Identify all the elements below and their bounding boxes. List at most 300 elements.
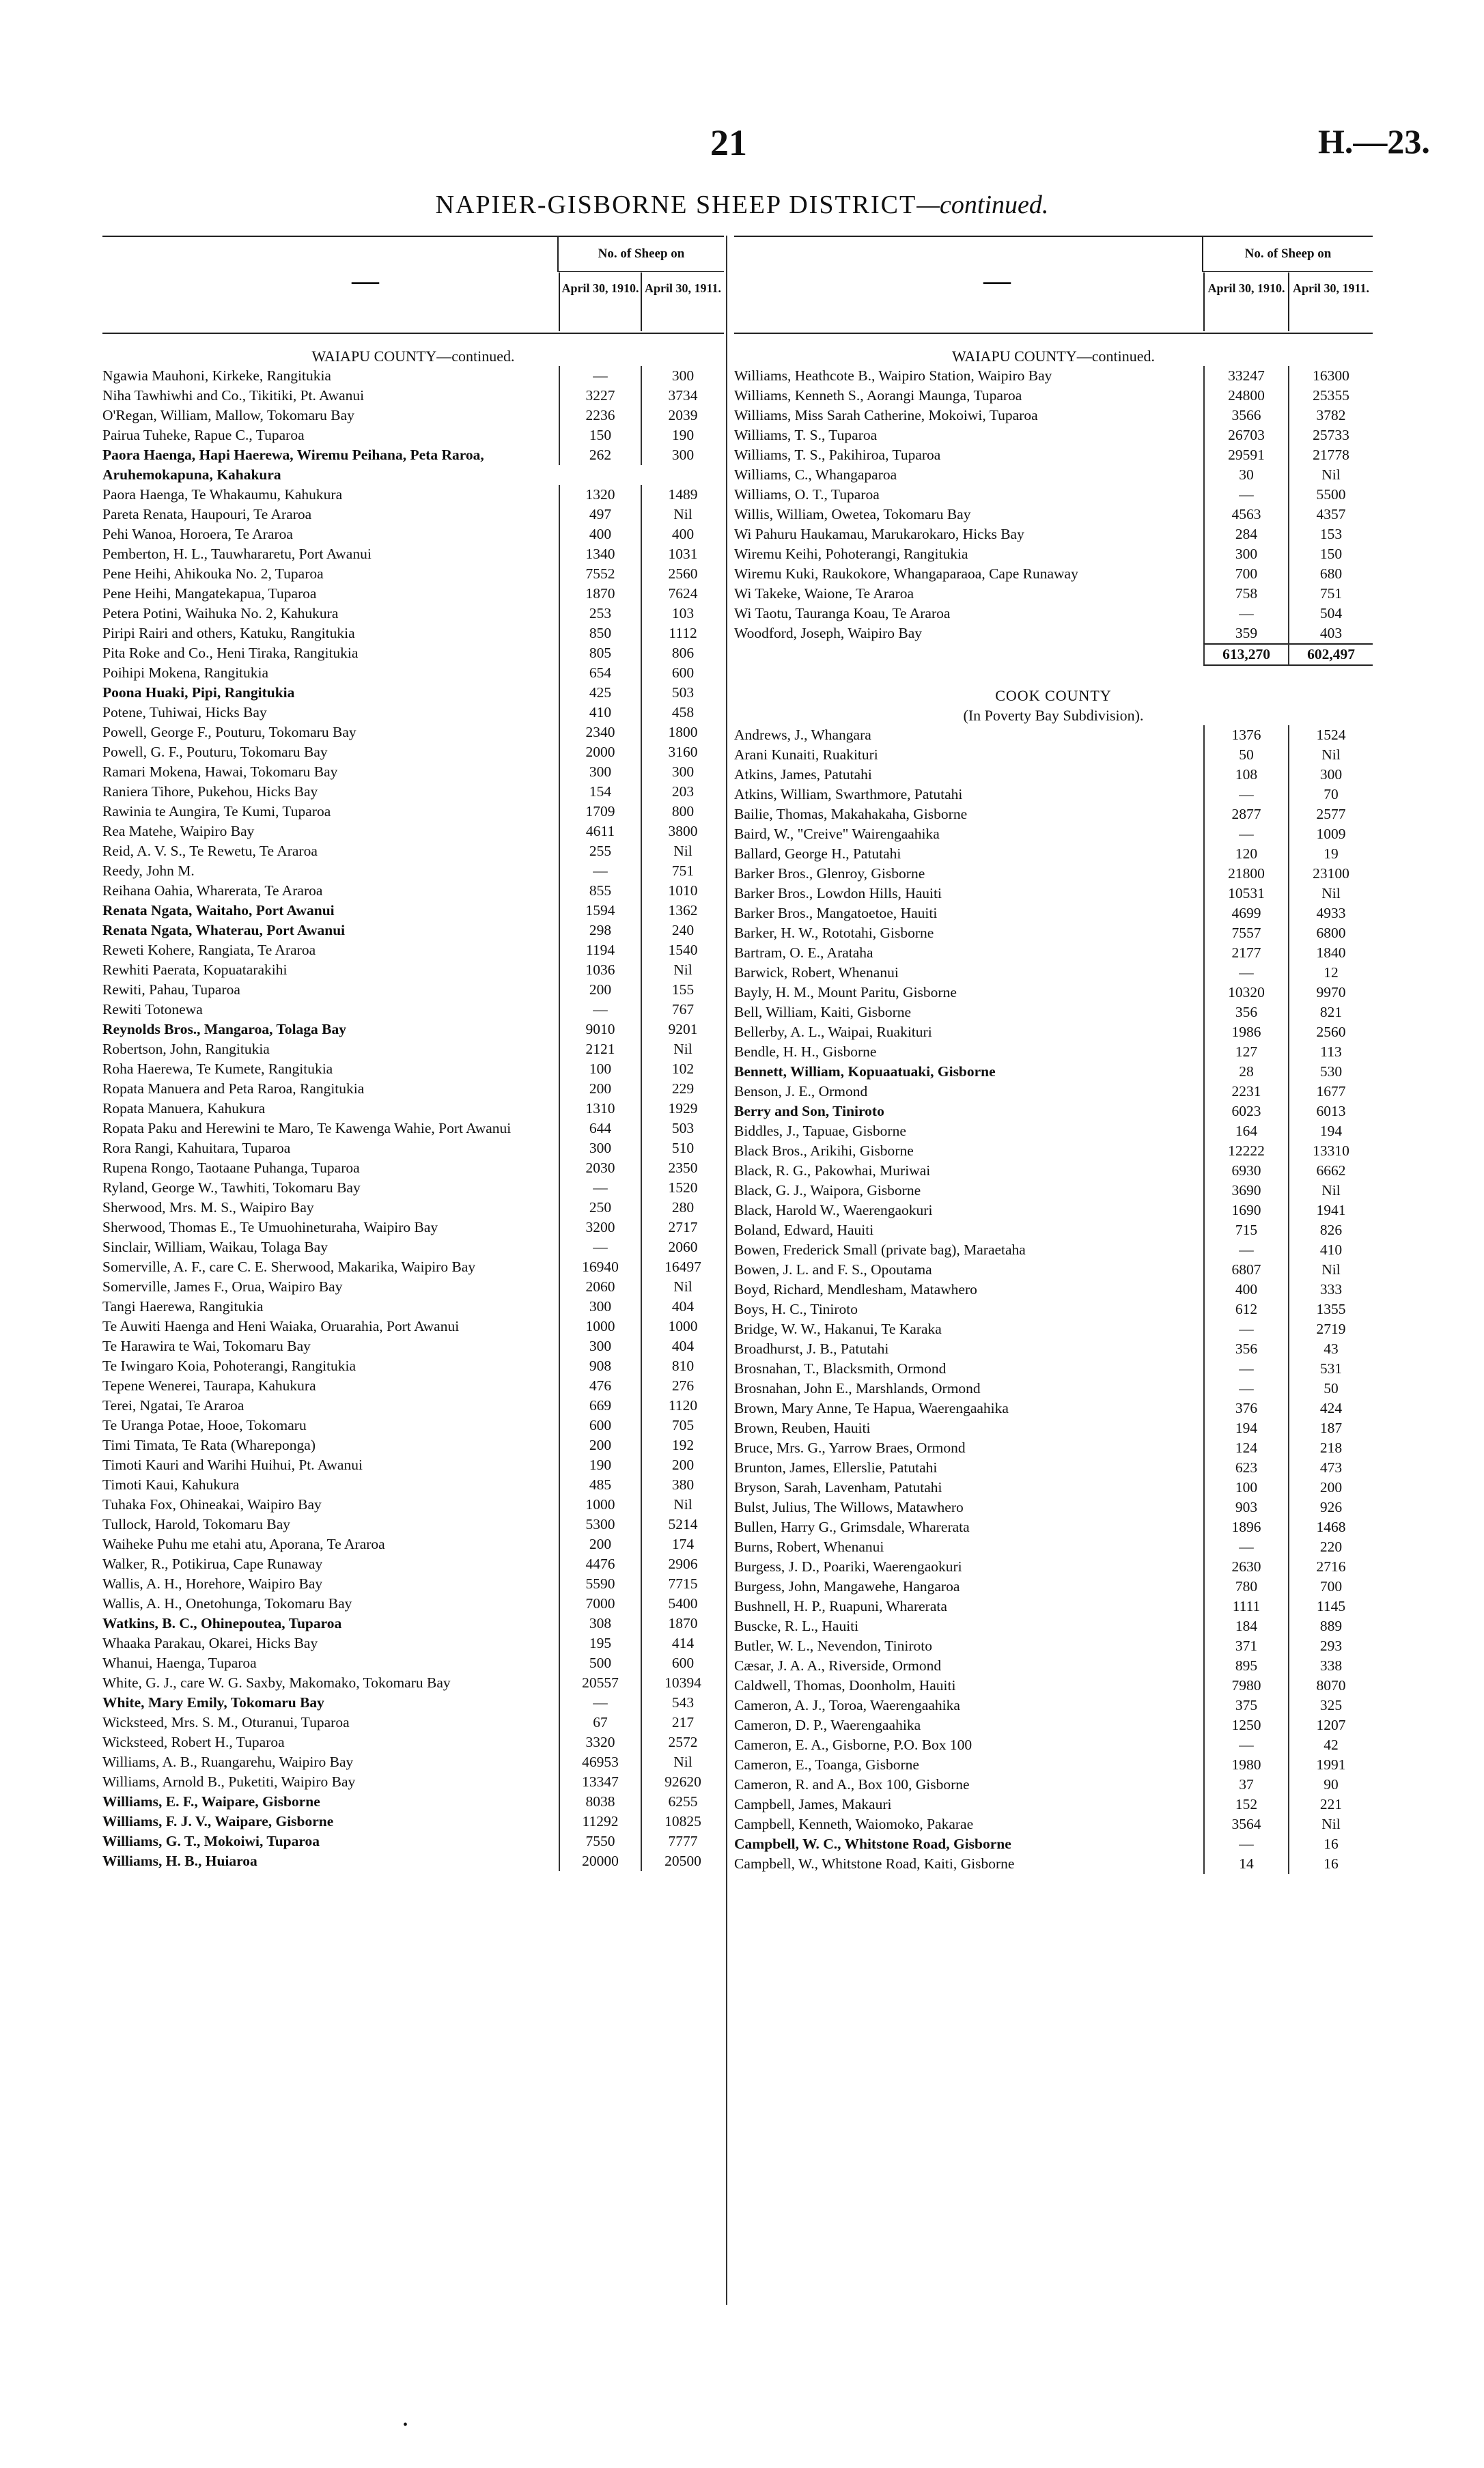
sheep-1911: 1031 (641, 544, 724, 564)
sheep-1911: 404 (641, 1336, 724, 1356)
left-column-table (102, 236, 724, 1871)
sheep-1911: 21778 (1288, 445, 1373, 465)
sheep-1910: 300 (559, 1297, 641, 1317)
sheep-1910: 33247 (1203, 366, 1288, 386)
sheep-1911: 751 (641, 861, 724, 881)
owner-name: Andrews, J., Whangara (734, 727, 871, 743)
owner-name: Black, Harold W., Waerengaokuri (734, 1202, 933, 1218)
sheep-1910: 127 (1203, 1042, 1288, 1062)
sheep-1910: 253 (559, 604, 641, 623)
table-row (734, 844, 1373, 864)
owner-name: Campbell, W. C., Whitstone Road, Gisborne (734, 1836, 1011, 1852)
sheep-1911: 680 (1288, 564, 1373, 584)
sheep-1910: 300 (1203, 544, 1288, 564)
sheep-1910: 2877 (1203, 804, 1288, 824)
owner-name: Barker, H. W., Rototahi, Gisborne (734, 925, 934, 941)
header-group-label: No. of Sheep on (1202, 237, 1373, 272)
sheep-1910: 21800 (1203, 864, 1288, 884)
sheep-1911: 1468 (1288, 1517, 1373, 1537)
sheep-1910: — (559, 1178, 641, 1198)
owner-name: Pita Roke and Co., Heni Tiraka, Rangitukia (102, 645, 359, 661)
table-row (734, 1220, 1373, 1240)
table-row (734, 824, 1373, 844)
table-row (102, 485, 724, 505)
sheep-1911: 504 (1288, 604, 1373, 623)
sheep-1911: 325 (1288, 1696, 1373, 1715)
table-row (734, 584, 1373, 604)
sheep-1910: — (1203, 1240, 1288, 1260)
owner-name: Pemberton, H. L., Tauwhararetu, Port Awanui (102, 546, 372, 562)
owner-name: Williams, E. F., Waipare, Gisborne (102, 1793, 320, 1810)
owner-name: Paora Haenga, Hapi Haerewa, Wiremu Peihana, Peta Raroa, Aruhemokapuna, Kahakura (102, 447, 484, 483)
sheep-1911: 2572 (641, 1733, 724, 1752)
owner-name: Watkins, B. C., Ohinepoutea, Tuparoa (102, 1615, 342, 1631)
owner-name: Bulst, Julius, The Willows, Matawhero (734, 1499, 964, 1515)
owner-name: Tullock, Harold, Tokomaru Bay (102, 1516, 290, 1532)
owner-name: Ropata Manuera, Kahukura (102, 1100, 266, 1117)
owner-name: Ballard, George H., Patutahi (734, 845, 901, 862)
table-row (102, 505, 724, 524)
owner-name: Bennett, William, Kopuaatuaki, Gisborne (734, 1063, 996, 1080)
sheep-1911: 7715 (641, 1574, 724, 1594)
sheep-1910: 200 (559, 1534, 641, 1554)
table-row (102, 742, 724, 762)
table-row (102, 1812, 724, 1832)
owner-name: Poihipi Mokena, Rangitukia (102, 664, 269, 681)
owner-name: Sherwood, Thomas E., Te Umuohineturaha, Waipiro Bay (102, 1219, 438, 1235)
owner-name: Reedy, John M. (102, 863, 195, 879)
sheep-1911: 1489 (641, 485, 724, 505)
sheep-1911: 153 (1288, 524, 1373, 544)
table-row (102, 703, 724, 723)
sheep-1910: 908 (559, 1356, 641, 1376)
owner-name: Wallis, A. H., Horehore, Waipiro Bay (102, 1575, 323, 1592)
header-dash: — (352, 265, 379, 296)
sheep-1910: 1250 (1203, 1715, 1288, 1735)
table-row (734, 604, 1373, 623)
owner-name: Black, R. G., Pakowhai, Muriwai (734, 1162, 931, 1179)
owner-name: Broadhurst, J. B., Patutahi (734, 1341, 889, 1357)
sheep-1910: — (1203, 1359, 1288, 1379)
sheep-1911: 220 (1288, 1537, 1373, 1557)
owner-name: Timoti Kauri and Warihi Huihui, Pt. Awanui (102, 1457, 363, 1473)
sheep-1911: 293 (1288, 1636, 1373, 1656)
sheep-1910: 903 (1203, 1498, 1288, 1517)
sheep-1910: 1870 (559, 584, 641, 604)
owner-name: Bendle, H. H., Gisborne (734, 1043, 877, 1060)
table-row (102, 584, 724, 604)
table-row (734, 1795, 1373, 1814)
table-row (102, 1376, 724, 1396)
sheep-1910: — (1203, 824, 1288, 844)
owner-name: Brown, Reuben, Hauiti (734, 1420, 871, 1436)
sheep-1910: 184 (1203, 1616, 1288, 1636)
sheep-1910: 200 (559, 1079, 641, 1099)
sheep-1910: 3564 (1203, 1814, 1288, 1834)
sheep-1911: 1120 (641, 1396, 724, 1416)
sheep-1911: 240 (641, 921, 724, 940)
owner-name: Black Bros., Arikihi, Gisborne (734, 1142, 914, 1159)
owner-name: Bushnell, H. P., Ruapuni, Wharerata (734, 1598, 947, 1614)
sheep-1910: 1000 (559, 1495, 641, 1515)
table-row (734, 425, 1373, 445)
table-row (102, 1713, 724, 1733)
table-row (102, 1059, 724, 1079)
sheep-1910: 108 (1203, 765, 1288, 785)
owner-name: Bruce, Mrs. G., Yarrow Braes, Ormond (734, 1440, 966, 1456)
owner-name: Campbell, James, Makauri (734, 1796, 892, 1812)
sheep-1910: — (1203, 1537, 1288, 1557)
sheep-1910: 895 (1203, 1656, 1288, 1676)
sheep-1910: 6023 (1203, 1102, 1288, 1121)
table-row (734, 1359, 1373, 1379)
sheep-1911: Nil (641, 1277, 724, 1297)
sheep-1910: 7557 (1203, 923, 1288, 943)
header-col-1911: April 30, 1911. (1288, 272, 1373, 331)
header-group-label: No. of Sheep on (557, 237, 724, 272)
sheep-1911: 1362 (641, 901, 724, 921)
owner-name: Walker, R., Potikirua, Cape Runaway (102, 1556, 323, 1572)
table-row (102, 1832, 724, 1851)
sheep-1911: 510 (641, 1138, 724, 1158)
owner-name: Barker Bros., Glenroy, Gisborne (734, 865, 925, 882)
table-row (734, 725, 1373, 745)
table-row (734, 366, 1373, 386)
sheep-1911: 16497 (641, 1257, 724, 1277)
sheep-1910: 300 (559, 1336, 641, 1356)
sheep-1911: 103 (641, 604, 724, 623)
sheep-1910: 29591 (1203, 445, 1288, 465)
sheep-1911: 8070 (1288, 1676, 1373, 1696)
owner-name: Reihana Oahia, Wharerata, Te Araroa (102, 882, 323, 899)
owner-name: White, Mary Emily, Tokomaru Bay (102, 1694, 324, 1711)
table-row (734, 1161, 1373, 1181)
page-number: 21 (710, 122, 747, 163)
owner-name: Sinclair, William, Waikau, Tolaga Bay (102, 1239, 328, 1255)
total-1910: 613,270 (1203, 643, 1288, 666)
table-row (102, 1554, 724, 1574)
owner-name: Reweti Kohere, Rangiata, Te Araroa (102, 942, 316, 958)
cook-county-subheading: (In Poverty Bay Subdivision). (963, 707, 1144, 724)
table-row (102, 1772, 724, 1792)
sheep-1910: 1980 (1203, 1755, 1288, 1775)
table-row (734, 406, 1373, 425)
table-row (734, 884, 1373, 903)
sheep-1910: 1310 (559, 1099, 641, 1119)
owner-name: Arani Kunaiti, Ruakituri (734, 746, 878, 763)
owner-name: Woodford, Joseph, Waipiro Bay (734, 625, 923, 641)
owner-name: Williams, H. B., Huiaroa (102, 1853, 257, 1869)
owner-name: Wicksteed, Robert H., Tuparoa (102, 1734, 285, 1750)
sheep-1911: 403 (1288, 623, 1373, 643)
table-row (734, 963, 1373, 983)
sheep-1911: 2350 (641, 1158, 724, 1178)
right-rows (734, 346, 1373, 1874)
owner-name: Boyd, Richard, Mendlesham, Matawhero (734, 1281, 977, 1298)
sheep-1911: 473 (1288, 1458, 1373, 1478)
sheep-1911: 414 (641, 1633, 724, 1653)
owner-name: Cameron, R. and A., Box 100, Gisborne (734, 1776, 970, 1793)
owner-name: Pareta Renata, Haupouri, Te Araroa (102, 506, 312, 522)
sheep-1910: — (559, 1237, 641, 1257)
sheep-1910: 2121 (559, 1039, 641, 1059)
table-row (102, 1792, 724, 1812)
header-col-1911: April 30, 1911. (641, 272, 724, 331)
sheep-1910: 7000 (559, 1594, 641, 1614)
sheep-1911: 338 (1288, 1656, 1373, 1676)
table-row (102, 1594, 724, 1614)
owner-name: Brown, Mary Anne, Te Hapua, Waerengaahika (734, 1400, 1009, 1416)
table-row (734, 903, 1373, 923)
sheep-1911: 5500 (1288, 485, 1373, 505)
sheep-1911: 410 (1288, 1240, 1373, 1260)
sheep-1910: 300 (559, 1138, 641, 1158)
sheep-1911: 380 (641, 1475, 724, 1495)
table-row (102, 960, 724, 980)
sheep-1911: 3782 (1288, 406, 1373, 425)
sheep-1911: 280 (641, 1198, 724, 1218)
sheep-1910: 7980 (1203, 1676, 1288, 1696)
sheep-1910: 250 (559, 1198, 641, 1218)
total-1911: 602,497 (1288, 643, 1373, 666)
waiapu-rows (734, 366, 1373, 643)
sheep-1910: 600 (559, 1416, 641, 1435)
owner-name: Pene Heihi, Mangatekapua, Tuparoa (102, 585, 317, 602)
page-title (0, 190, 1484, 220)
table-row (102, 881, 724, 901)
sheep-1910: 8038 (559, 1792, 641, 1812)
sheep-1911: 1870 (641, 1614, 724, 1633)
sheep-1911: 3800 (641, 822, 724, 841)
sheep-1910: 2060 (559, 1277, 641, 1297)
table-row (102, 386, 724, 406)
table-row (734, 1854, 1373, 1874)
table-row (102, 1277, 724, 1297)
owner-name: Terei, Ngatai, Te Araroa (102, 1397, 244, 1414)
sheep-1910: 476 (559, 1376, 641, 1396)
owner-name: Pehi Wanoa, Horoera, Te Araroa (102, 526, 293, 542)
table-row (734, 1755, 1373, 1775)
table-row (734, 1715, 1373, 1735)
owner-name: Whanui, Haenga, Tuparoa (102, 1655, 257, 1671)
sheep-1910: 376 (1203, 1399, 1288, 1418)
table-row (734, 524, 1373, 544)
sheep-1910: 780 (1203, 1577, 1288, 1597)
sheep-1911: 276 (641, 1376, 724, 1396)
sheep-1910: 715 (1203, 1220, 1288, 1240)
sheep-1910: 262 (559, 445, 641, 465)
owner-name: Williams, Arnold B., Puketiti, Waipiro Bay (102, 1773, 356, 1790)
owner-name: Powell, G. F., Pouturu, Tokomaru Bay (102, 744, 328, 760)
owner-name: Baird, W., "Creive" Wairengaahika (734, 826, 940, 842)
sheep-1911: 543 (641, 1693, 724, 1713)
sheep-1910: 1690 (1203, 1201, 1288, 1220)
sheep-1910: 24800 (1203, 386, 1288, 406)
sheep-1911: 503 (641, 683, 724, 703)
sheep-1910: 425 (559, 683, 641, 703)
table-row (102, 1851, 724, 1871)
sheep-1910: 2000 (559, 742, 641, 762)
sheep-1911: Nil (641, 841, 724, 861)
owner-name: Bellerby, A. L., Waipai, Ruakituri (734, 1024, 932, 1040)
owner-name: Rupena Rongo, Taotaane Puhanga, Tuparoa (102, 1160, 360, 1176)
sheep-1911: 218 (1288, 1438, 1373, 1458)
table-row (734, 1557, 1373, 1577)
header-dash: — (983, 265, 1011, 296)
table-row (734, 1399, 1373, 1418)
sheep-1910: 1986 (1203, 1022, 1288, 1042)
table-row (102, 921, 724, 940)
table-row (734, 943, 1373, 963)
sheep-1910: 1709 (559, 802, 641, 822)
sheep-1910: 356 (1203, 1002, 1288, 1022)
sheep-1910: 14 (1203, 1854, 1288, 1874)
sheep-1911: 3160 (641, 742, 724, 762)
sheep-1911: 300 (641, 445, 724, 465)
owner-name: Sherwood, Mrs. M. S., Waipiro Bay (102, 1199, 314, 1216)
table-row (102, 1317, 724, 1336)
table-row (102, 1257, 724, 1277)
sheep-1911: 2577 (1288, 804, 1373, 824)
sheep-1911: 19 (1288, 844, 1373, 864)
table-row (734, 1260, 1373, 1280)
sheep-1911: 300 (641, 366, 724, 386)
owner-name: Brosnahan, T., Blacksmith, Ormond (734, 1360, 947, 1377)
left-rows (102, 346, 724, 1871)
owner-name: Williams, Heathcote B., Waipiro Station, Waipiro Bay (734, 367, 1052, 384)
sheep-1911: 150 (1288, 544, 1373, 564)
owner-name: Williams, Kenneth S., Aorangi Maunga, Tuparoa (734, 387, 1022, 404)
owner-name: Williams, F. J. V., Waipare, Gisborne (102, 1813, 334, 1829)
table-row (102, 1633, 724, 1653)
sheep-1911: Nil (641, 505, 724, 524)
section-heading: WAIAPU COUNTY—continued. (952, 348, 1155, 365)
sheep-1910: 400 (1203, 1280, 1288, 1300)
sheep-1911: 503 (641, 1119, 724, 1138)
owner-name: Rawinia te Aungira, Te Kumi, Tuparoa (102, 803, 331, 819)
table-row (102, 1574, 724, 1594)
table-row (102, 1039, 724, 1059)
table-row (734, 1656, 1373, 1676)
sheep-1910: 37 (1203, 1775, 1288, 1795)
sheep-1911: 23100 (1288, 864, 1373, 884)
table-row (102, 1435, 724, 1455)
page-mark: • (403, 2417, 408, 2432)
sheep-1911: 102 (641, 1059, 724, 1079)
sheep-1910: 5590 (559, 1574, 641, 1594)
owner-name: Piripi Rairi and others, Katuku, Rangitukia (102, 625, 355, 641)
sheep-1910: 2340 (559, 723, 641, 742)
table-row (102, 1534, 724, 1554)
sheep-1910: 308 (559, 1614, 641, 1633)
table-row (102, 980, 724, 1000)
sheep-1911: 1840 (1288, 943, 1373, 963)
title-continued: —continued. (916, 191, 1049, 219)
sheep-1911: 424 (1288, 1399, 1373, 1418)
sheep-1911: 194 (1288, 1121, 1373, 1141)
sheep-1910: 497 (559, 505, 641, 524)
table-row (102, 1475, 724, 1495)
sheep-1911: 2560 (641, 564, 724, 584)
sheep-1911: 229 (641, 1079, 724, 1099)
table-row (102, 1237, 724, 1257)
sheep-1910: 195 (559, 1633, 641, 1653)
sheep-1911: Nil (1288, 1181, 1373, 1201)
sheep-1911: 1677 (1288, 1082, 1373, 1102)
sheep-1911: 13310 (1288, 1141, 1373, 1161)
sheep-1910: 6930 (1203, 1161, 1288, 1181)
sheep-1911: Nil (641, 960, 724, 980)
sheep-1911: 200 (1288, 1478, 1373, 1498)
sheep-1911: Nil (1288, 1814, 1373, 1834)
table-row (734, 1062, 1373, 1082)
sheep-1911: 43 (1288, 1339, 1373, 1359)
sheep-1911: Nil (1288, 884, 1373, 903)
owner-name: Somerville, A. F., care C. E. Sherwood, Makarika, Waipiro Bay (102, 1259, 476, 1275)
sheep-1911: 5400 (641, 1594, 724, 1614)
table-row (734, 765, 1373, 785)
owner-name: Brunton, James, Ellerslie, Patutahi (734, 1459, 938, 1476)
table-row (102, 1733, 724, 1752)
sheep-1911: 6013 (1288, 1102, 1373, 1121)
table-row (102, 1396, 724, 1416)
sheep-1911: Nil (641, 1495, 724, 1515)
sheep-1911: 1000 (641, 1317, 724, 1336)
table-row (734, 1676, 1373, 1696)
sheep-1910: 150 (559, 425, 641, 445)
sheep-1910: 67 (559, 1713, 641, 1733)
sheep-1910: 356 (1203, 1339, 1288, 1359)
owner-name: Barker Bros., Lowdon Hills, Hauiti (734, 885, 942, 901)
sheep-1910: 410 (559, 703, 641, 723)
title-main: NAPIER-GISBORNE SHEEP DISTRICT (435, 191, 917, 219)
table-row (102, 1495, 724, 1515)
owner-name: Bowen, Frederick Small (private bag), Maraetaha (734, 1242, 1026, 1258)
sheep-1910: 154 (559, 782, 641, 802)
owner-name: White, G. J., care W. G. Saxby, Makomako, Tokomaru Bay (102, 1674, 451, 1691)
table-row (102, 1693, 724, 1713)
owner-name: Williams, Miss Sarah Catherine, Mokoiwi, Tuparoa (734, 407, 1038, 423)
sheep-1911: 12 (1288, 963, 1373, 983)
sheep-1910: 13347 (559, 1772, 641, 1792)
owner-name: Te Iwingaro Koia, Pohoterangi, Rangitukia (102, 1358, 356, 1374)
table-row (102, 1099, 724, 1119)
owner-name: Willis, William, Owetea, Tokomaru Bay (734, 506, 971, 522)
table-row (102, 683, 724, 703)
owner-name: Roha Haerewa, Te Kumete, Rangitukia (102, 1061, 333, 1077)
owner-name: Burgess, John, Mangawehe, Hangaroa (734, 1578, 960, 1595)
sheep-1910: 623 (1203, 1458, 1288, 1478)
table-row (734, 1438, 1373, 1458)
sheep-1911: 1524 (1288, 725, 1373, 745)
county-total-row (734, 643, 1373, 666)
sheep-1911: 25355 (1288, 386, 1373, 406)
owner-name: Rea Matehe, Waipiro Bay (102, 823, 255, 839)
sheep-1910: 190 (559, 1455, 641, 1475)
table-row (102, 544, 724, 564)
owner-name: Benson, J. E., Ormond (734, 1083, 868, 1099)
sheep-1911: 16 (1288, 1834, 1373, 1854)
table-row (734, 1240, 1373, 1260)
sheep-1910: 4699 (1203, 903, 1288, 923)
sheep-1911: 25733 (1288, 425, 1373, 445)
table-row (734, 1002, 1373, 1022)
owner-name: Wi Taotu, Tauranga Koau, Te Araroa (734, 605, 951, 621)
owner-name: Tuhaka Fox, Ohineakai, Waipiro Bay (102, 1496, 322, 1513)
sheep-1911: 9970 (1288, 983, 1373, 1002)
table-row (734, 465, 1373, 485)
owner-name: Raniera Tihore, Pukehou, Hicks Bay (102, 783, 318, 800)
